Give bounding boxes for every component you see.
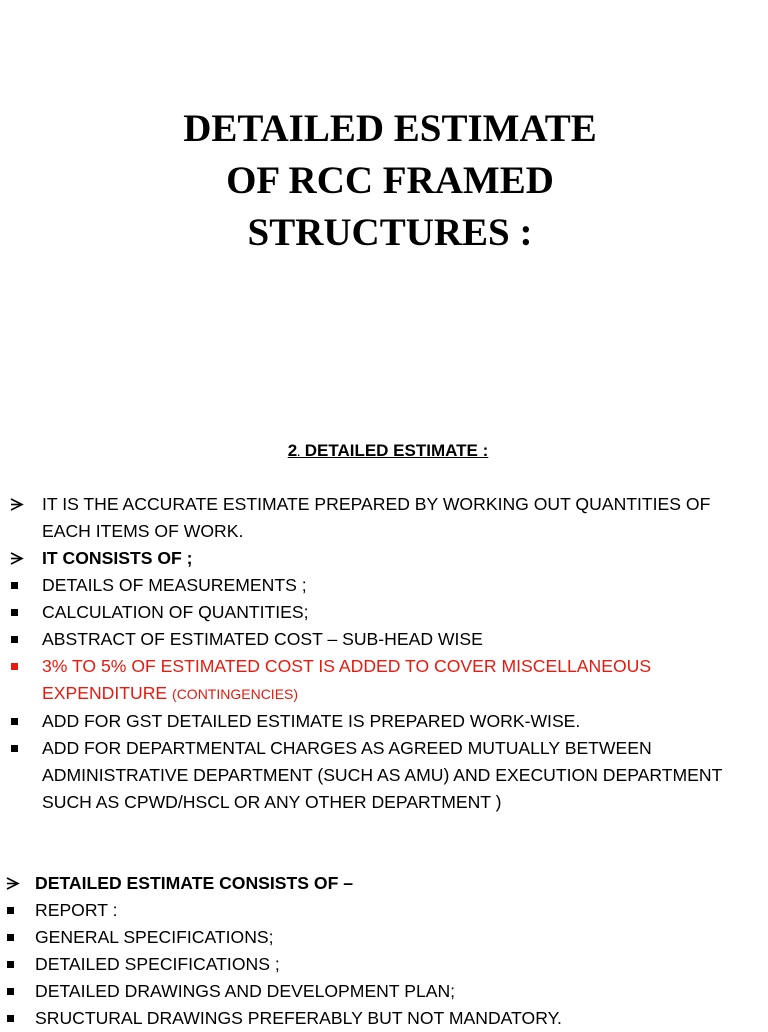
- list-item-structural: [0, 1005, 562, 1032]
- title-line-1: DETAILED ESTIMATE: [183, 107, 597, 150]
- list-item-report: [0, 897, 562, 924]
- title-line-3: STRUCTURES :: [247, 211, 533, 254]
- departmental-text-cont-1: ADMINISTRATIVE DEPARTMENT (SUCH AS AMU) AND EXECUTION DEPARTMENT: [42, 765, 723, 785]
- report-text: REPORT :: [35, 900, 118, 920]
- list-item-contingency: [4, 653, 722, 708]
- list-item-quantities: [4, 599, 722, 626]
- detailed-estimate-list: [4, 491, 722, 816]
- drawings-text: DETAILED DRAWINGS AND DEVELOPMENT PLAN;: [35, 981, 456, 1001]
- list-item-consists-heading: [4, 545, 722, 572]
- section-dot: .: [297, 448, 300, 459]
- contingency-note: (CONTINGENCIES): [172, 686, 299, 702]
- list-item-measurements: [4, 572, 722, 599]
- list-item-detailed-specs: [0, 951, 562, 978]
- definition-text-cont: EACH ITEMS OF WORK.: [42, 521, 244, 541]
- measurements-text: DETAILS OF MEASUREMENTS ;: [42, 575, 307, 595]
- structural-text: SRUCTURAL DRAWINGS PREFERABLY BUT NOT MANDATORY.: [35, 1008, 562, 1028]
- list-item-contents-heading: [0, 870, 562, 897]
- list-item-drawings: [0, 978, 562, 1005]
- detailed-specs-text: DETAILED SPECIFICATIONS ;: [35, 954, 280, 974]
- departmental-text-cont-2: SUCH AS CPWD/HSCL OR ANY OTHER DEPARTMENT ): [42, 792, 502, 812]
- slide-title: [0, 103, 768, 259]
- departmental-text: ADD FOR DEPARTMENTAL CHARGES AS AGREED MUTUALLY BETWEEN: [42, 738, 652, 758]
- list-item-gst: [4, 708, 722, 735]
- title-line-2: OF RCC FRAMED: [226, 159, 554, 202]
- list-item-abstract: [4, 626, 722, 653]
- general-specs-text: GENERAL SPECIFICATIONS;: [35, 927, 274, 947]
- section-number: 2: [287, 441, 298, 460]
- definition-text: IT IS THE ACCURATE ESTIMATE PREPARED BY WORKING OUT QUANTITIES OF: [42, 494, 711, 514]
- contingency-text-cont: EXPENDITURE: [42, 683, 173, 703]
- section-label: DETAILED ESTIMATE :: [299, 441, 489, 460]
- list-item-general-specs: [0, 924, 562, 951]
- list-item-departmental: [4, 735, 722, 816]
- estimate-contents-list: [0, 870, 562, 1032]
- contents-heading-text: DETAILED ESTIMATE CONSISTS OF –: [35, 873, 354, 893]
- list-item-definition: [4, 491, 722, 545]
- contingency-text: 3% TO 5% OF ESTIMATED COST IS ADDED TO COVER MISCELLANEOUS: [42, 656, 652, 676]
- quantities-text: CALCULATION OF QUANTITIES;: [42, 602, 309, 622]
- abstract-text: ABSTRACT OF ESTIMATED COST – SUB-HEAD WISE: [42, 629, 483, 649]
- section-heading: [0, 439, 768, 466]
- consists-heading-text: IT CONSISTS OF ;: [42, 548, 193, 568]
- gst-text: ADD FOR GST DETAILED ESTIMATE IS PREPARED WORK-WISE.: [42, 711, 581, 731]
